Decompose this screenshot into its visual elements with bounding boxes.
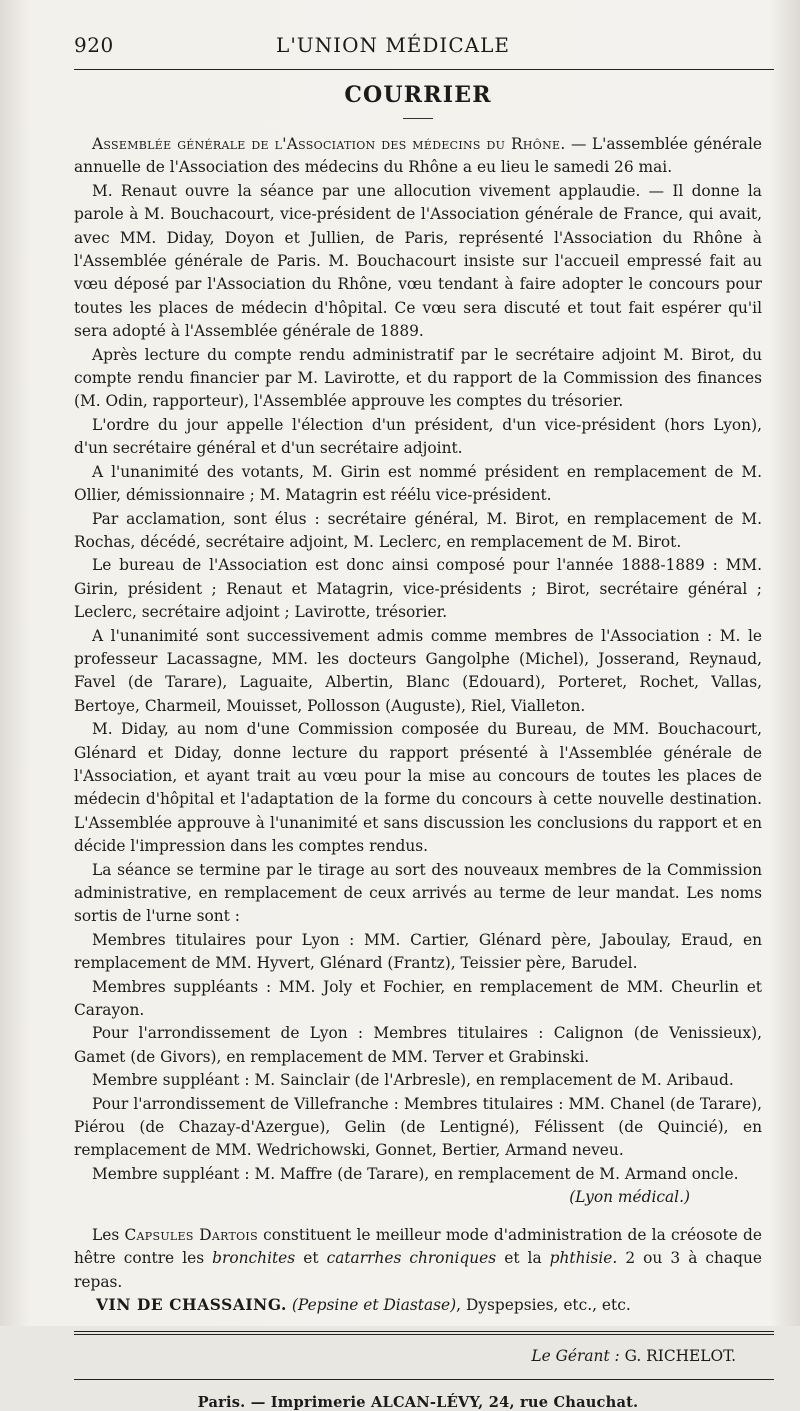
paragraph: Pour l'arrondissement de Lyon : Membres titulaires : Calignon (de Venissieux), Gamet (de Givors), en remplacement de MM. Terver et Grabinski. bbox=[74, 1024, 762, 1066]
article-body bbox=[74, 133, 762, 1317]
printer-rule bbox=[74, 1379, 774, 1380]
paragraph: La séance se termine par le tirage au sort des nouveaux membres de la Commission administrative, en remplacement de ceux arrivés au terme de leur mandat. Les noms sortis de l'urne sont : bbox=[74, 860, 762, 926]
ad-dartois: Les Capsules Dartois constituent le meilleur mode d'administration de la créosote de hêtre contre les bronchites et catarrhes chroniques et la phthisie. 2 ou 3 à chaque repas. bbox=[74, 1225, 762, 1291]
paragraph: Membres suppléants : MM. Joly et Fochier, en remplacement de MM. Cheurlin et Carayon. bbox=[74, 977, 762, 1020]
running-title: L'UNION MÉDICALE bbox=[276, 33, 510, 57]
paragraph: L'ordre du jour appelle l'élection d'un président, d'un vice-président (hors Lyon), d'un secrétaire général et d'un secrétaire adjoint. bbox=[74, 415, 762, 458]
paragraph: Pour l'arrondissement de Villefranche : Membres titulaires : MM. Chanel (de Tarare), Piérou (de Chazay-d'Azergue), Gelin (de Lentigné), Félissent (de Quincié), en remplacement de MM. Wedrichowski, Gonnet, Bertier, Armand neveu. bbox=[74, 1094, 762, 1160]
paragraph: Après lecture du compte rendu administratif par le secrétaire adjoint M. Birot, du compte rendu financier par M. Lavirotte, et du rapport de la Commission des finances (M. Odin, rapporteur), l'Assemblée approuve les comptes du trésorier. bbox=[74, 345, 762, 411]
title-rule bbox=[403, 118, 433, 119]
paragraph: Membre suppléant : M. Sainclair (de l'Arbresle), en remplacement de M. Aribaud. bbox=[92, 1071, 734, 1090]
paragraph: Par acclamation, sont élus : secrétaire général, M. Birot, en remplacement de M. Rochas, décédé, secrétaire adjoint, M. Leclerc, en remplacement de M. Birot. bbox=[74, 509, 762, 551]
paragraph-lead: Assemblée générale de l'Association des médecins du Rhône. bbox=[92, 135, 566, 153]
footer-rule bbox=[74, 1331, 774, 1332]
source-citation: (Lyon médical.) bbox=[569, 1188, 690, 1207]
paragraph: A l'unanimité sont successivement admis comme membres de l'Association : M. le professeur Lacassagne, MM. les docteurs Gangolphe (Michel), Josserand, Reynaud, Favel (de Tarare), Laguaite, Albertin, Blanc (Edouard), Porteret, Rochet, Vallas, Bertoye, Charmeil, Mouisset, Pollosson (Auguste), Riel, Vialleton. bbox=[74, 626, 762, 715]
advertisements bbox=[74, 1224, 762, 1318]
page-number: 920 bbox=[74, 33, 114, 57]
footer-rule-double bbox=[74, 1334, 774, 1335]
paragraph: Membres titulaires pour Lyon : MM. Cartier, Glénard père, Jaboulay, Eraud, en remplacement de MM. Hyvert, Glénard (Frantz), Teissier père, Barudel. bbox=[74, 930, 762, 973]
paragraph: Le bureau de l'Association est donc ainsi composé pour l'année 1888-1889 : MM. Girin, président ; Renaut et Matagrin, vice-présidents ; Birot, secrétaire général ; Leclerc, secrétaire adjoint ; Lavirotte, trésorier. bbox=[74, 556, 762, 622]
paragraph: M. Diday, au nom d'une Commission composée du Bureau, de MM. Bouchacourt, Glénard et Diday, donne lecture du rapport présenté à l'Assemblée générale de l'Association, et ayant trait au vœu pour la mise au concours de toutes les places de médecin d'hôpital et l'adaptation de la forme du concours à cette nouvelle destination. L'Assemblée approuve à l'unanimité et sans discussion les conclusions du rapport et en décide l'impression dans les comptes rendus. bbox=[74, 720, 762, 856]
header-rule bbox=[74, 69, 774, 70]
paragraph: Membre suppléant : M. Maffre (de Tarare), en remplacement de M. Armand oncle. bbox=[92, 1164, 739, 1183]
printer-line: Paris. — Imprimerie ALCAN-LÉVY, 24, rue Chauchat. bbox=[197, 1394, 639, 1411]
paragraph: A l'unanimité des votants, M. Girin est nommé président en remplacement de M. Ollier, démissionnaire ; M. Matagrin est réélu vice-président. bbox=[74, 462, 762, 505]
gerant-line: Le Gérant : G. RICHELOT. bbox=[531, 1347, 736, 1366]
paragraph: M. Renaut ouvre la séance par une allocution vivement applaudie. — Il donne la parole à M. Bouchacourt, vice-président de l'Association générale de France, qui avait, avec MM. Diday, Doyon et Jullien, de Paris, représenté l'Association du Rhône à l'Assemblée générale de Paris. M. Bouchacourt insiste sur l'accueil empressé fait au vœu déposé par l'Association du Rhône, vœu tendant à faire adopter le concours pour toutes les places de médecin d'hôpital. Ce vœu sera discuté et tout fait espérer qu'il sera adopté à l'Assemblée générale de 1889. bbox=[74, 181, 762, 341]
section-title: COURRIER bbox=[344, 82, 492, 108]
ad-chassaing: VIN DE CHASSAING. (Pepsine et Diastase), Dyspepsies, etc., etc. bbox=[96, 1295, 631, 1314]
paragraph: Assemblée générale de l'Association des médecins du Rhône. — L'assemblée générale annuelle de l'Association des médecins du Rhône a eu lieu le samedi 26 mai. bbox=[74, 135, 762, 177]
page-header bbox=[74, 0, 762, 61]
